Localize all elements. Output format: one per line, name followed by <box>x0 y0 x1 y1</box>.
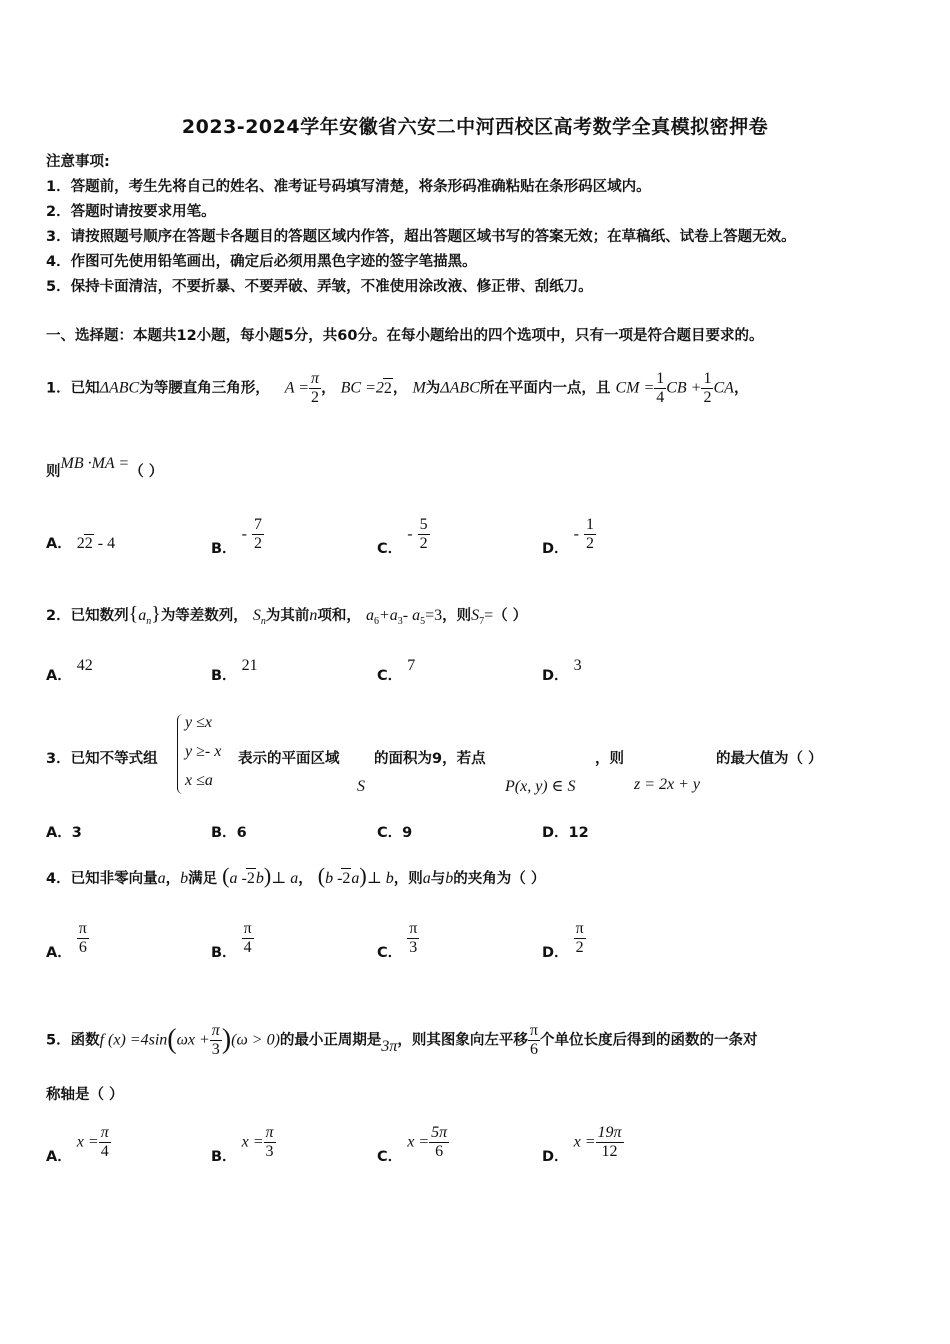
q2-option-c[interactable]: C． 7 <box>377 657 416 684</box>
question-3-then: ，则 <box>595 751 624 767</box>
question-3-ask: 的最大值为（ ） <box>716 751 823 767</box>
q2-option-d[interactable]: D． 3 <box>542 657 582 684</box>
q5-option-d[interactable]: D． x = $\frac{19\pi}{12}$ <box>542 1124 622 1165</box>
q3-option-a[interactable]: A．3 <box>46 825 82 841</box>
point-p-in-s: P(x, y) ∈ S <box>505 778 576 795</box>
q1-option-d[interactable]: D． - $\frac{1}{2}$ <box>542 516 594 557</box>
q1-option-c[interactable]: C． - $\frac{5}{2}$ <box>377 516 428 557</box>
q4-option-b[interactable]: B． $\frac{\pi}{4}$ <box>211 920 252 961</box>
q2-option-a[interactable]: A． 42 <box>46 657 93 684</box>
notice-item-2: 2．答题时请按要求用笔。 <box>46 204 216 220</box>
page-title: 2023-2024学年安徽省六安二中河西校区高考数学全真模拟密押卷 <box>181 116 769 138</box>
system-ineq-3: x ≤a <box>185 772 213 789</box>
system-brace <box>177 714 184 794</box>
notice-item-3: 3．请按照题号顺序在答题卡各题目的答题区域内作答，超出答题区域书写的答案无效；在草稿纸、试卷上答题无效。 <box>46 229 796 245</box>
question-3-area: 的面积为9，若点 <box>374 751 486 767</box>
question-5-stem: 5．函数f (x) =4sin(ωx + $\frac{\pi}{3}$ )(ω > 0)的最小正周期是3π，则其图象向左平移 $\frac{\pi}{6}$ 个单位长度后得到的函数的一条对 <box>46 1022 758 1058</box>
notice-item-4: 4．作图可先使用铅笔画出，确定后必须用黑色字迹的签字笔描黑。 <box>46 254 477 270</box>
q2-option-b[interactable]: B． 21 <box>211 657 258 684</box>
z-expression: z = 2x + y <box>634 776 701 793</box>
question-1-stem: 1．已知ΔABC为等腰直角三角形， A = $\frac{\pi}{2}$ ， BC =22， M为ΔABC所在平面内一点，且 CM = $\frac{1}{4}$ CB + $\frac{1}{2}$ CA， <box>46 370 749 406</box>
system-ineq-1: y ≤x <box>185 714 212 731</box>
question-2-stem: 2．已知数列$\{a_n\}$为等差数列， $S_n$为其前n项和， $a_6+a_3-$ $a_5=3$，则$S_7=$（ ） <box>46 603 528 627</box>
q4-option-d[interactable]: D． $\frac{\pi}{2}$ <box>542 920 584 961</box>
question-5-cont: 称轴是（ ） <box>46 1087 124 1103</box>
question-1-ask: 则MB ·MA =（ ） <box>46 455 164 480</box>
question-3-lead: 3．已知不等式组 <box>46 751 158 767</box>
region-s: S <box>357 778 365 795</box>
q1-option-a[interactable]: A． 22 - 4 <box>46 535 116 552</box>
notice-item-5: 5．保持卡面清洁，不要折暴、不要弄破、弄皱，不准使用涂改液、修正带、刮纸刀。 <box>46 279 593 295</box>
notice-item-1: 1．答题前，考生先将自己的姓名、准考证号码填写清楚，将条形码准确粘贴在条形码区域内。 <box>46 179 651 195</box>
section-heading: 一、选择题：本题共12小题，每小题5分，共60分。在每小题给出的四个选项中，只有一项是符合题目要求的。 <box>46 328 764 344</box>
q5-option-c[interactable]: C． x = $\frac{5\pi}{6}$ <box>377 1124 448 1165</box>
notice-heading: 注意事项: <box>46 154 110 170</box>
q3-option-d[interactable]: D．12 <box>542 825 589 841</box>
q1-option-b[interactable]: B． - $\frac{7}{2}$ <box>211 516 263 557</box>
q5-option-b[interactable]: B． x = $\frac{\pi}{3}$ <box>211 1124 274 1165</box>
q4-option-c[interactable]: C． $\frac{\pi}{3}$ <box>377 920 418 961</box>
system-ineq-2: y ≥- x <box>185 743 222 760</box>
q3-option-b[interactable]: B．6 <box>211 825 247 841</box>
q4-option-a[interactable]: A． $\frac{\pi}{6}$ <box>46 920 87 961</box>
question-4-stem: 4．已知非零向量a，b满足 (a -2b)⊥ a， (b -2a)⊥ b，则a与b的夹角为（ ） <box>46 863 546 888</box>
q3-option-c[interactable]: C．9 <box>377 825 413 841</box>
q5-option-a[interactable]: A． x = $\frac{\pi}{4}$ <box>46 1124 109 1165</box>
question-3-region: 表示的平面区域 <box>238 751 340 767</box>
